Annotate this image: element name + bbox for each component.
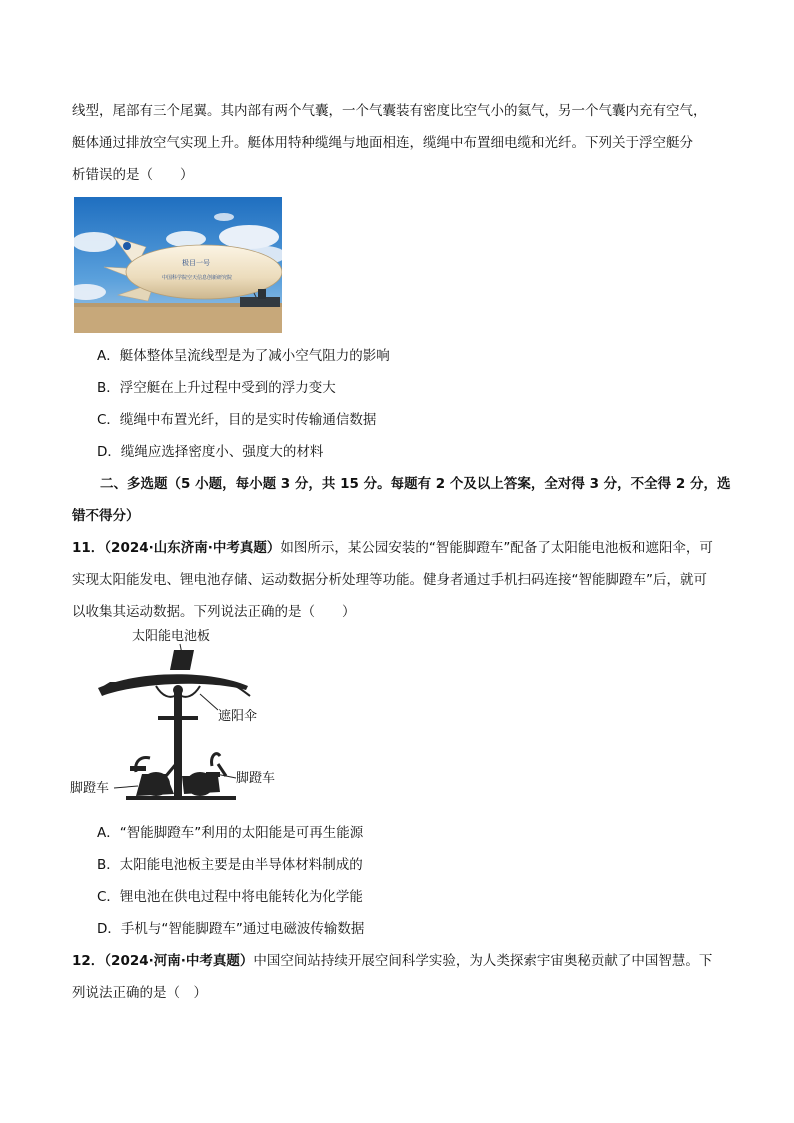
label-bike-left: 脚蹬车 [70, 781, 110, 796]
q11-option-b: B．太阳能电池板主要是由半导体材料制成的 [97, 857, 363, 873]
q10-option-d: D．缆绳应选择密度小、强度大的材料 [97, 444, 324, 460]
airship-photo [74, 197, 282, 333]
section-heading-line-1: 二、多选题（5 小题，每小题 3 分，共 15 分。每题有 2 个及以上答案，全对得 3 分，不全得 2 分，选 [100, 476, 731, 492]
smart-bike-figure [70, 624, 290, 810]
q12-source: （2024·河南·中考真题） [104, 953, 254, 969]
q11-option-a: A．“智能脚蹬车”利用的太阳能是可再生能源 [97, 825, 364, 841]
q11-option-d: D．手机与“智能脚蹬车”通过电磁波传输数据 [97, 921, 365, 937]
q12-number: 12． [72, 953, 105, 969]
q10-stem-line-2: 艇体通过排放空气实现上升。艇体用特种缆绳与地面相连，缆绳中布置细电缆和光纤。下列关于浮空艇分 [72, 135, 693, 151]
label-umbrella: 遮阳伞 [218, 709, 258, 724]
q11-stem-text: 如图所示，某公园安装的“智能脚蹬车”配备了太阳能电池板和遮阳伞，可 [280, 540, 713, 556]
label-bike-right: 脚蹬车 [236, 771, 276, 786]
q11-stem-line-3: 以收集其运动数据。下列说法正确的是（ ） [72, 604, 356, 620]
q12-stem-text: 中国空间站持续开展空间科学实验，为人类探索宇宙奥秘贡献了中国智慧。下 [253, 953, 713, 969]
q10-stem-line-1: 线型，尾部有三个尾翼。其内部有两个气囊，一个气囊装有密度比空气小的氦气，另一个气囊内充有空气， [72, 103, 707, 119]
q11-stem-line-1 [72, 538, 713, 558]
q12-stem-line-1 [72, 951, 712, 971]
label-solar-panel: 太阳能电池板 [132, 629, 211, 644]
q11-number: 11． [72, 540, 105, 556]
q11-option-c: C．锂电池在供电过程中将电能转化为化学能 [97, 889, 363, 905]
q10-stem-line-3: 析错误的是（ ） [72, 167, 194, 183]
q10-option-c: C．缆绳中布置光纤，目的是实时传输通信数据 [97, 412, 377, 428]
section-heading-line-2: 错不得分） [72, 508, 140, 524]
airship-text-2: 中国科学院空天信息创新研究院 [162, 275, 233, 281]
q11-source: （2024·山东济南·中考真题） [104, 540, 281, 556]
q11-stem-line-2: 实现太阳能发电、锂电池存储、运动数据分析处理等功能。健身者通过手机扫码连接“智能脚蹬车”后，就可 [72, 572, 707, 588]
airship-text-1: 极目一号 [182, 259, 210, 267]
q10-option-b: B．浮空艇在上升过程中受到的浮力变大 [97, 380, 336, 396]
q12-stem-line-2: 列说法正确的是（ ） [72, 985, 207, 1001]
q10-option-a: A．艇体整体呈流线型是为了减小空气阻力的影响 [97, 348, 390, 364]
